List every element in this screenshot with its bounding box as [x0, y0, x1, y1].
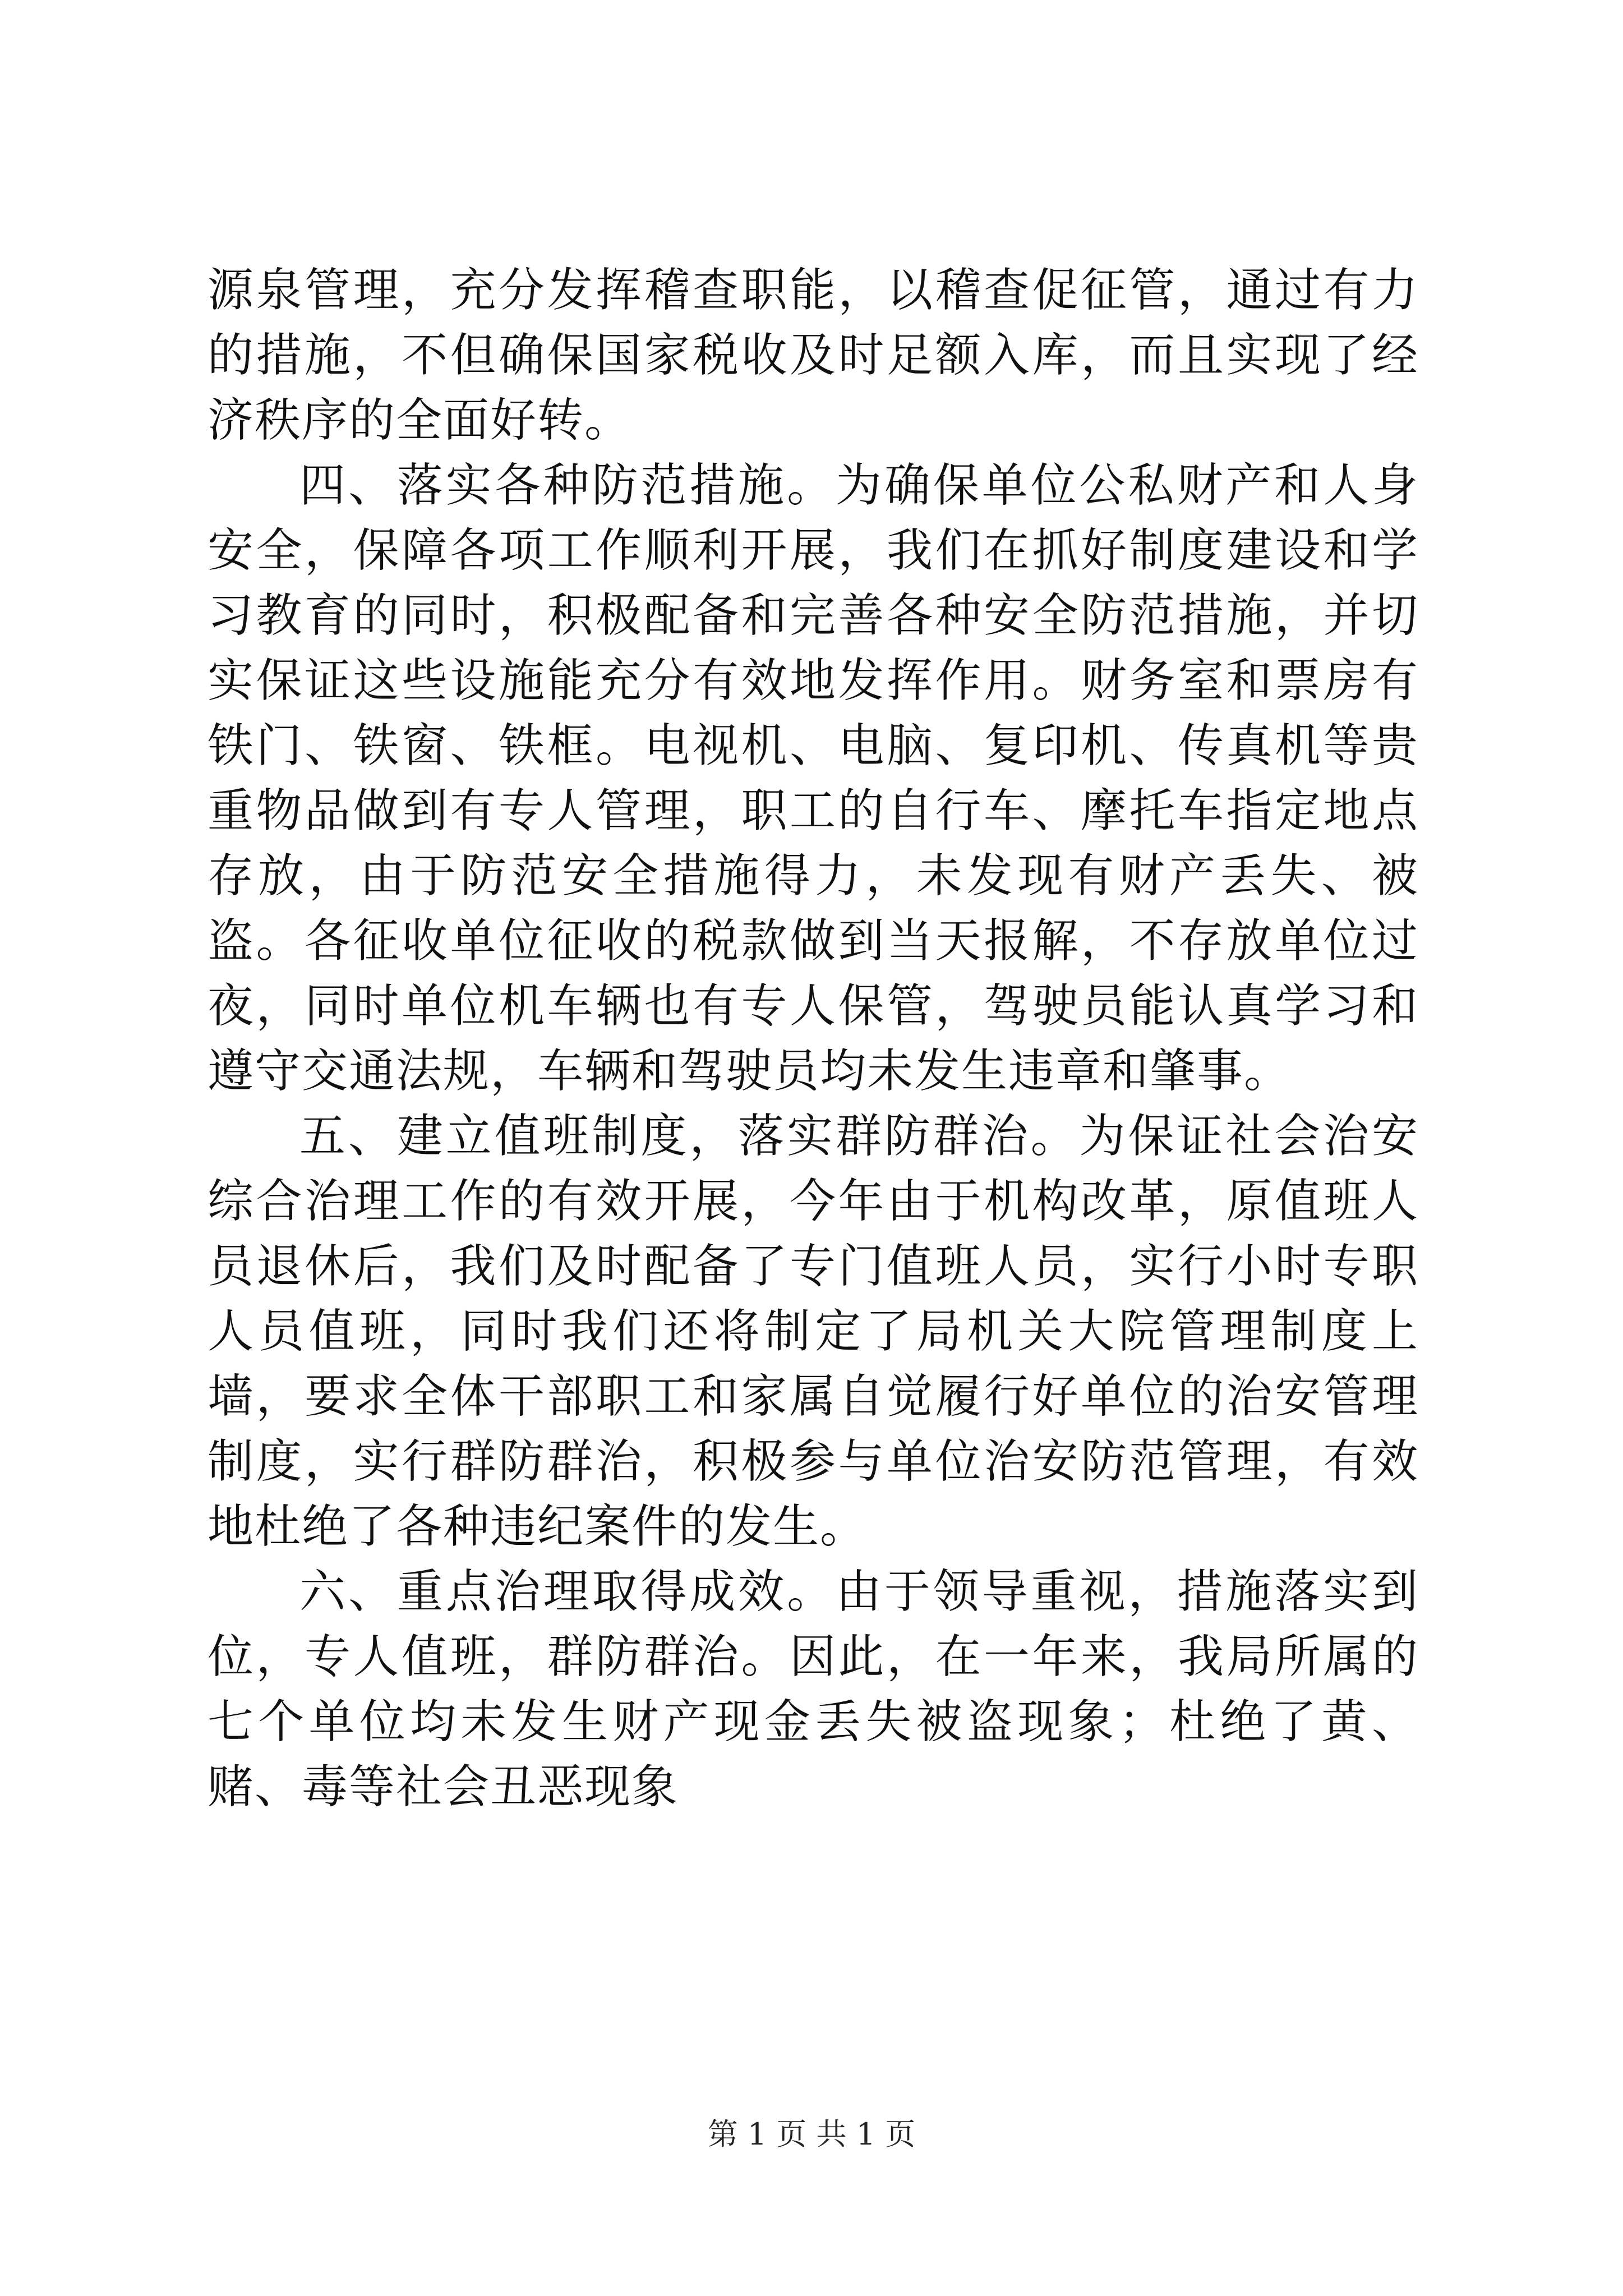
paragraph-section-four: 四、落实各种防范措施。为确保单位公私财产和人身安全，保障各项工作顺利开展，我们在抓好制度建设和学习教育的同时，积极配备和完善各种安全防范措施，并切实保证这些设施能充分有效地发挥作用。财务室和票房有铁门、铁窗、铁框。电视机、电脑、复印机、传真机等贵重物品做到有专人管理，职工的自行车、摩托车指定地点存放，由于防范安全措施得力，未发现有财产丢失、被盗。各征收单位征收的税款做到当天报解，不存放单位过夜，同时单位机车辆也有专人保管，驾驶员能认真学习和遵守交通法规，车辆和驾驶员均未发生违章和肇事。 [208, 459, 1419, 1098]
document-body [208, 258, 1419, 1820]
paragraph-section-five: 五、建立值班制度，落实群防群治。为保证社会治安综合治理工作的有效开展，今年由于机构改革，原值班人员退休后，我们及时配备了专门值班人员，实行小时专职人员值班，同时我们还将制定了局机关大院管理制度上墙，要求全体干部职工和家属自觉履行好单位的治安管理制度，实行群防群治，积极参与单位治安防范管理，有效地杜绝了各种违纪案件的发生。 [208, 1110, 1419, 1553]
paragraph-continuation: 源泉管理，充分发挥稽查职能，以稽查促征管，通过有力的措施，不但确保国家税收及时足额入库，而且实现了经济秩序的全面好转。 [208, 264, 1419, 447]
page-number-footer: 第 1 页 共 1 页 [707, 2116, 916, 2152]
paragraph-section-six: 六、重点治理取得成效。由于领导重视，措施落实到位，专人值班，群防群治。因此，在一年来，我局所属的七个单位均未发生财产现金丢失被盗现象；杜绝了黄、赌、毒等社会丑恶现象 [208, 1565, 1419, 1814]
